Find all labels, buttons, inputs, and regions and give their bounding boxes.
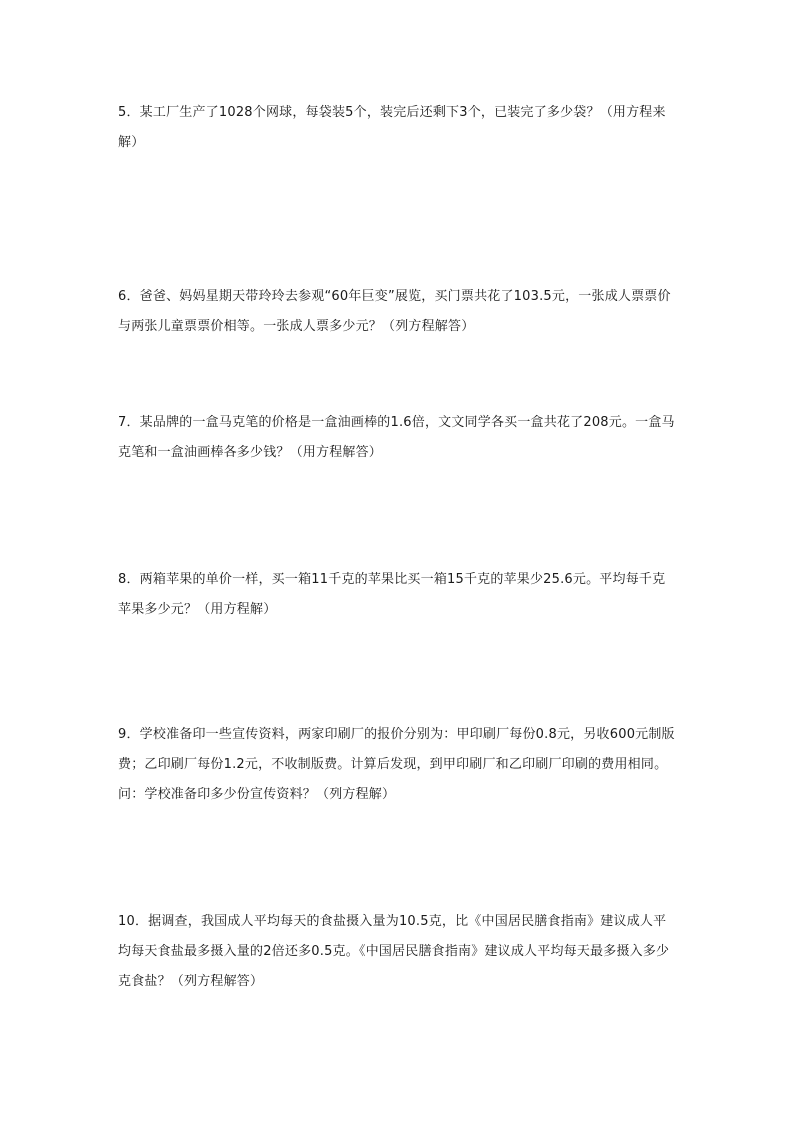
question-text: 某工厂生产了1028个网球，每袋装5个，装完后还剩下3个，已装完了多少袋？（用方程来解） <box>118 105 666 150</box>
question-text: 某品牌的一盒马克笔的价格是一盒油画棒的1.6倍，文文同学各买一盒共花了208元。一盒马克笔和一盒油画棒各多少钱？（用方程解答） <box>118 415 675 460</box>
question-text: 据调查，我国成人平均每天的食盐摄入量为10.5克，比《中国居民膳食指南》建议成人平均每天食盐最多摄入量的2倍还多0.5克。《中国居民膳食指南》建议成人平均每天最多摄入多少克食盐？（列方程解答） <box>118 914 670 989</box>
question-number: 8． <box>118 572 140 587</box>
question-7 <box>118 408 678 468</box>
question-text: 两箱苹果的单价一样，买一箱11千克的苹果比买一箱15千克的苹果少25.6元。平均每千克苹果多少元？（用方程解） <box>118 572 666 617</box>
question-number: 9． <box>118 727 140 742</box>
question-text: 爸爸、妈妈星期天带玲玲去参观“60年巨变”展览，买门票共花了103.5元，一张成人票票价与两张儿童票票价相等。一张成人票多少元？（列方程解答） <box>118 289 671 334</box>
question-5 <box>118 98 678 158</box>
question-10 <box>118 907 678 997</box>
question-number: 5． <box>118 105 140 120</box>
question-number: 6． <box>118 289 140 304</box>
question-text: 学校准备印一些宣传资料，两家印刷厂的报价分别为：甲印刷厂每份0.8元，另收600元制版费；乙印刷厂每份1.2元，不收制版费。计算后发现，到甲印刷厂和乙印刷厂印刷的费用相同。问：学校准备印多少份宣传资料？（列方程解） <box>118 727 675 802</box>
question-number: 7． <box>118 415 140 430</box>
question-9 <box>118 720 678 810</box>
question-number: 10． <box>118 914 149 929</box>
question-8 <box>118 565 678 625</box>
question-6 <box>118 282 678 342</box>
